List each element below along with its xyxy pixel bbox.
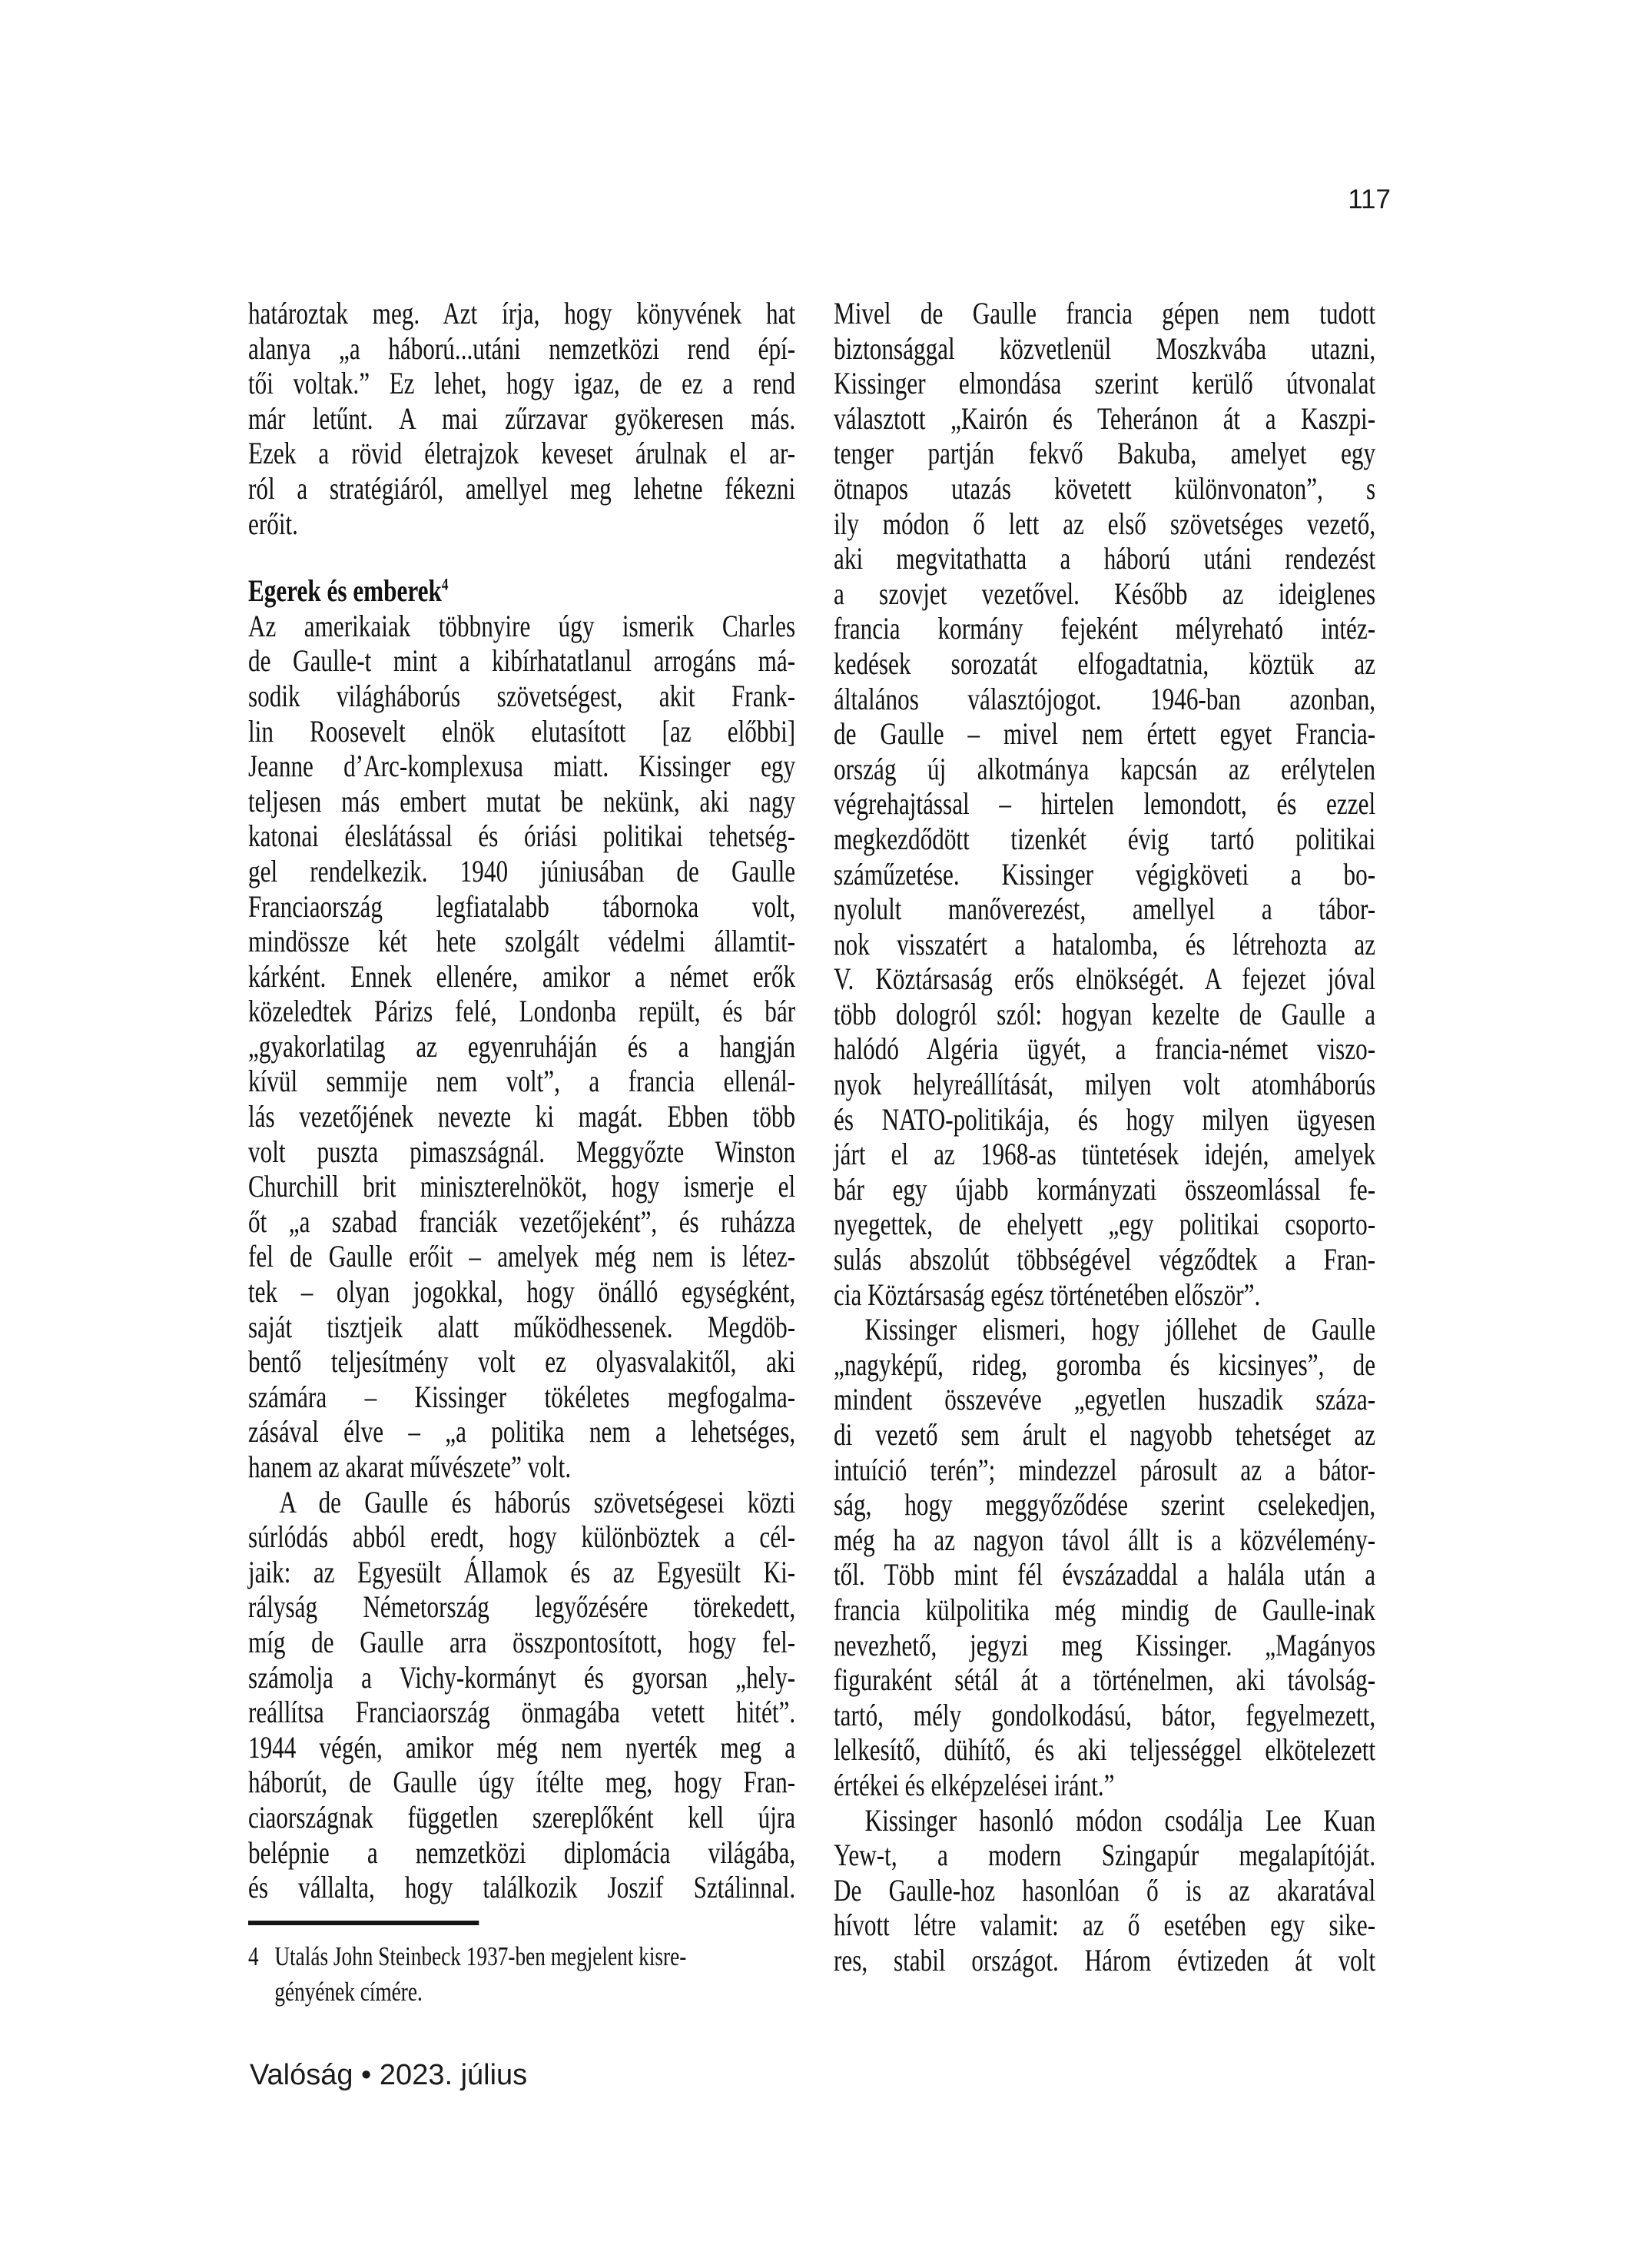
- page-number: 117: [1348, 184, 1391, 214]
- text-line: Franciaország legfiatalabb tábornoka volt,: [248, 888, 796, 924]
- text-line: Kissinger elmondása szerint kerülő útvonalat: [834, 366, 1376, 401]
- paragraph: [834, 296, 1375, 1312]
- text-line: 1944 végén, amikor még nem nyerték meg a: [248, 1729, 796, 1765]
- text-line: gel rendelkezik. 1940 júniusában de Gaulle: [248, 853, 796, 888]
- text-line: Ezek a rövid életrajzok keveset árulnak el ar-: [248, 436, 796, 471]
- text-line: tek – olyan jogokkal, hogy önálló egységként,: [248, 1274, 796, 1310]
- footnote-body: [248, 1939, 795, 2010]
- text-line: Kissinger hasonló módon csodálja Lee Kuan: [864, 1802, 1376, 1838]
- text-line: biztonsággal közvetlenül Moszkvába utazni,: [834, 330, 1376, 366]
- text-line: erőit.: [248, 506, 298, 541]
- text-line: től. Több mint fél évszázaddal a halála után a: [834, 1557, 1376, 1592]
- text-line: bár egy újabb kormányzati összeomlással fe-: [834, 1171, 1376, 1207]
- text-line: Kissinger elismeri, hogy jóllehet de Gaulle: [864, 1312, 1376, 1347]
- text-line: „gyakorlatilag az egyenruháján és a hangján: [248, 1028, 796, 1064]
- text-line: tenger partján fekvő Bakuba, amelyet egy: [834, 436, 1376, 471]
- paragraph: [248, 609, 795, 1485]
- text-line: V. Köztársaság erős elnökségét. A fejezet jóval: [834, 961, 1376, 997]
- text-line: lás vezetőjének nevezte ki magát. Ebben több: [248, 1099, 796, 1134]
- text-line: tartó, mély gondolkodású, bátor, fegyelmezett,: [834, 1697, 1376, 1732]
- text-line: mindent összevéve „egyetlen huszadik száza-: [834, 1382, 1376, 1417]
- text-line: járt el az 1968-as tüntetések idején, amelyek: [834, 1137, 1376, 1172]
- text-line: sodik világháborús szövetségest, akit Frank-: [248, 678, 796, 713]
- text-line: lelkesítő, dühítő, és aki teljességgel elkötelezett: [834, 1732, 1376, 1768]
- text-line: számára – Kissinger tökéletes megfogalma-: [248, 1379, 796, 1414]
- text-line: nyolult manőverezést, amellyel a tábor-: [834, 892, 1376, 927]
- text-line: sulás abszolút többségével végződtek a Fran-: [834, 1242, 1376, 1277]
- text-line: ság, hogy meggyőződése szerint cselekedjen,: [834, 1487, 1376, 1523]
- text-line: határoztak meg. Azt írja, hogy könyvének hat: [248, 296, 796, 330]
- text-line: di vezető sem árult el nagyobb tehetséget az: [834, 1417, 1376, 1452]
- text-line: reállítsa Franciaország önmagába vetett hitét”.: [248, 1695, 796, 1730]
- text-line: res, stabil országot. Három évtizeden át volt: [834, 1942, 1376, 1977]
- text-line: francia kormány fejeként mélyreható intéz-: [834, 611, 1376, 646]
- text-line: kárként. Ennek ellenére, amikor a német erők: [248, 958, 796, 994]
- paragraph: [834, 1803, 1375, 1978]
- text-line: belépnie a nemzetközi diplomácia világába,: [248, 1835, 796, 1870]
- left-column: [248, 296, 795, 2010]
- text-line: ötnapos utazás követett különvonaton”, s: [834, 470, 1376, 506]
- right-column-text: [834, 296, 1375, 1978]
- text-line: nevezhető, jegyzi meg Kissinger. „Magányos: [834, 1627, 1376, 1662]
- text-line: saját tisztjeik alatt működhessenek. Megdöb-: [248, 1309, 796, 1344]
- text-line: teljesen más embert mutat be nekünk, aki nagy: [248, 783, 796, 819]
- text-line: Jeanne d’Arc-komplexusa miatt. Kissinger egy: [248, 749, 796, 784]
- footnote: [248, 1921, 795, 2010]
- text-line: száműzetése. Kissinger végigköveti a bo-: [834, 856, 1376, 892]
- text-line: és vállalta, hogy találkozik Joszif Sztálinnal.: [248, 1870, 796, 1905]
- section-heading-text: Egerek és emberek: [248, 573, 442, 609]
- text-line: míg de Gaulle arra összpontosított, hogy fel-: [248, 1624, 796, 1659]
- text-line: de Gaulle-t mint a kibírhatatlanul arrogáns má-: [248, 643, 796, 679]
- text-line: fel de Gaulle erőit – amelyek még nem is létez-: [248, 1239, 796, 1274]
- text-line: A de Gaulle és háborús szövetségesei közti: [279, 1484, 796, 1519]
- text-line: De Gaulle-hoz hasonlóan ő is az akaratával: [834, 1872, 1376, 1908]
- text-line: halódó Algéria ügyét, a francia-német viszo-: [834, 1031, 1376, 1067]
- footnote-line: Utalás John Steinbeck 1937-ben megjelent kisre-: [274, 1941, 687, 1971]
- text-line: ról a stratégiáról, amellyel meg lehetne fékezni: [248, 470, 796, 506]
- text-line: bentő teljesítmény volt ez olyasvalakitől, aki: [248, 1344, 796, 1380]
- text-line: cia Köztársaság egész történetében először”.: [834, 1277, 1261, 1312]
- journal-footer: Valóság • 2023. július: [250, 2059, 528, 2091]
- text-line: ciaországnak független szereplőként kell újra: [248, 1799, 796, 1835]
- text-line: súrlódás abból eredt, hogy különböztek a cél-: [248, 1519, 796, 1555]
- text-line: már letűnt. A mai zűrzavar gyökeresen más.: [248, 400, 796, 436]
- text-line: és NATO-politikája, és hogy milyen ügyesen: [834, 1101, 1376, 1137]
- text-line: megkezdődött tizenkét évig tartó politikai: [834, 821, 1376, 856]
- text-line: zásával élve – „a politika nem a lehetséges,: [248, 1414, 796, 1449]
- text-line: kedések sorozatát elfogadtatnia, köztük az: [834, 646, 1376, 681]
- text-line: mindössze két hete szolgált védelmi államtit-: [248, 924, 796, 959]
- footnote-marker: 4: [248, 1941, 259, 1971]
- text-line: rályság Németország legyőzésére törekedett,: [248, 1589, 796, 1625]
- text-line: volt puszta pimaszságnál. Meggyőzte Winston: [248, 1134, 796, 1169]
- text-line: Churchill brit miniszterelnököt, hogy ismerje el: [248, 1169, 796, 1204]
- text-line: értékei és elképzelései iránt.”: [834, 1767, 1115, 1802]
- text-line: végrehajtással – hirtelen lemondott, és ezzel: [834, 786, 1376, 822]
- text-line: kívül semmije nem volt”, a francia ellenál-: [248, 1064, 796, 1099]
- text-line: nyegettek, de ehelyett „egy politikai csoporto-: [834, 1207, 1376, 1242]
- text-line: nyok helyreállítását, milyen volt atomháborús: [834, 1067, 1376, 1102]
- text-line: „nagyképű, rideg, goromba és kicsinyes”, de: [834, 1347, 1376, 1382]
- text-line: ily módon ő lett az első szövetséges vezető,: [834, 506, 1376, 541]
- text-line: Yew-t, a modern Szingapúr megalapítóját.: [834, 1838, 1376, 1873]
- text-line: aki megvitathatta a háború utáni rendezést: [834, 541, 1376, 576]
- text-line: ország új alkotmánya kapcsán az erélytelen: [834, 751, 1376, 786]
- text-line: őt „a szabad franciák vezetőjeként”, és ruházza: [248, 1204, 796, 1239]
- text-line: Mivel de Gaulle francia gépen nem tudott: [834, 296, 1376, 330]
- text-line: hívott létre valamit: az ő esetében egy sike-: [834, 1908, 1376, 1943]
- text-line: lin Roosevelt elnök elutasított [az előbbi]: [248, 713, 796, 749]
- text-line: általános választójogot. 1946-ban azonban,: [834, 681, 1376, 716]
- footnote-line: gényének címére.: [274, 1976, 423, 2007]
- text-line: számolja a Vichy-kormányt és gyorsan „hely-: [248, 1659, 796, 1695]
- text-line: több dologról szól: hogyan kezelte de Gaulle a: [834, 996, 1376, 1031]
- paragraph: [834, 1312, 1375, 1802]
- text-line: alanya „a háború...utáni nemzetközi rend épí-: [248, 330, 796, 366]
- text-line: hanem az akarat művészete” volt.: [248, 1449, 572, 1484]
- right-column: [834, 296, 1375, 1978]
- text-line: Az amerikaiak többnyire úgy ismerik Charles: [248, 608, 796, 643]
- footnote-reference: 4: [441, 574, 449, 594]
- text-line: választott „Kairón és Teheránon át a Kaszpi-: [834, 400, 1376, 436]
- text-line: a szovjet vezetővel. Később az ideiglenes: [834, 576, 1376, 611]
- paragraph: [248, 296, 795, 541]
- section-heading: [248, 573, 795, 609]
- footnote-rule: [248, 1921, 479, 1925]
- text-line: háborút, de Gaulle úgy ítélte meg, hogy Fran-: [248, 1765, 796, 1800]
- text-line: intuíció terén”; mindezzel párosult az a bátor-: [834, 1452, 1376, 1487]
- left-column-text: [248, 296, 795, 1905]
- text-line: francia külpolitika még mindig de Gaulle-inak: [834, 1592, 1376, 1627]
- text-line: közeledtek Párizs felé, Londonba repült, és bár: [248, 994, 796, 1029]
- text-line: még ha az nagyon távol állt is a közvélemény-: [834, 1522, 1376, 1557]
- text-line: figuraként sétál át a történelmen, aki távolság-: [834, 1662, 1376, 1698]
- text-line: tői voltak.” Ez lehet, hogy igaz, de ez a rend: [248, 366, 796, 401]
- text-line: nok visszatért a hatalomba, és létrehozta az: [834, 926, 1376, 961]
- paragraph: [248, 1485, 795, 1905]
- text-line: katonai éleslátással és óriási politikai tehetség-: [248, 819, 796, 854]
- text-line: de Gaulle – mivel nem értett egyet Francia-: [834, 716, 1376, 752]
- text-line: jaik: az Egyesült Államok és az Egyesült Ki-: [248, 1554, 796, 1589]
